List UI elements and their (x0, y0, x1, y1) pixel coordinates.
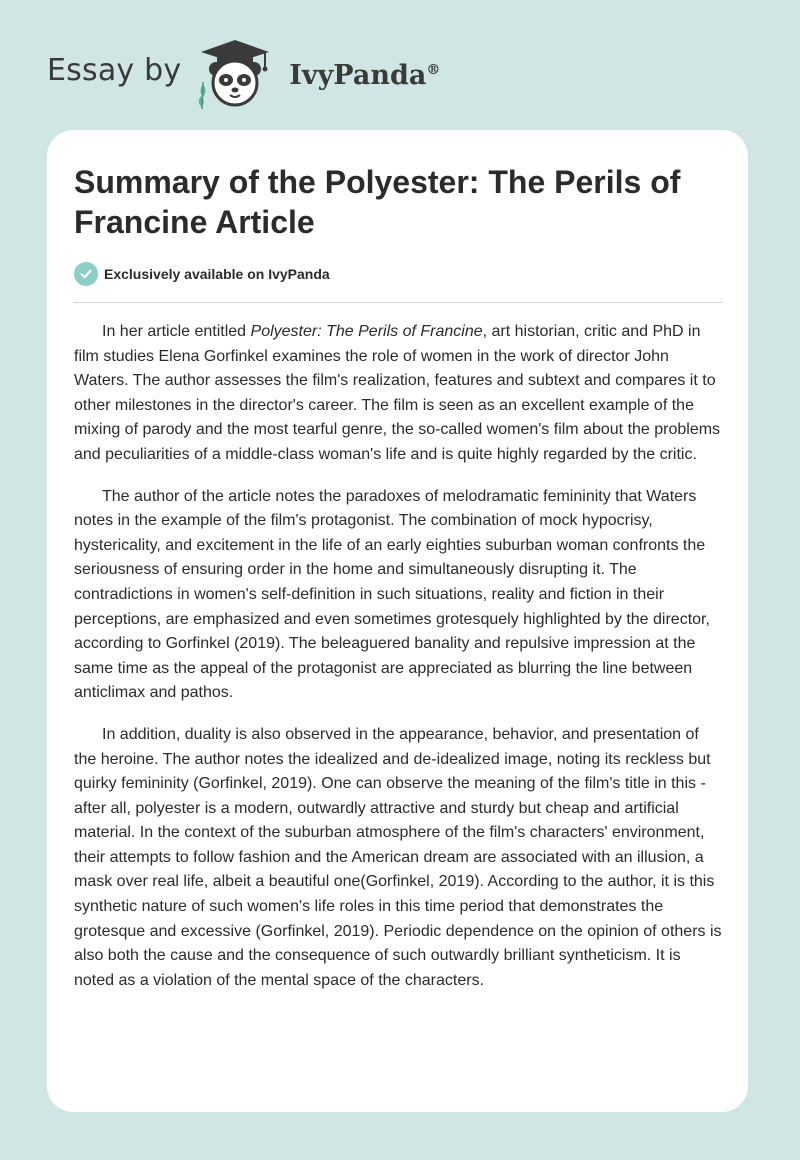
paragraph-2: The author of the article notes the paradoxes of melodramatic femininity that Waters notes in the example of the film's protagonist. The combination of mock hypocrisy, hystericality, and excitement in the life of an early eighties suburban woman confronts the seriousness of ensuring order in the home and simultaneously disrupting it. The contradictions in women's self-definition in such situations, reality and fiction in their perceptions, are emphasized and even sometimes grotesquely highlighted by the director, according to Gorfinkel (2019). The beleaguered banality and repulsive impression at the same time as the appeal of the protagonist are appreciated as blurring the line between anticlimax and pathos. (74, 487, 710, 702)
article-title: Summary of the Polyester: The Perils of Francine Article (74, 164, 681, 240)
exclusive-badge (74, 262, 330, 286)
brand-name (289, 60, 440, 91)
paragraph-3: In addition, duality is also observed in the appearance, behavior, and presentation of the heroine. The author notes the idealized and de-idealized image, noting its reckless but quirky femininity (Gorfinkel, 2019). One can observe the meaning of the film's title in this - after all, polyester is a modern, outwardly attractive and sturdy but cheap and artificial material. In the context of the suburban atmosphere of the film's characters' environment, their attempts to follow fashion and the American dream are associated with an illusion, a mask over real life, albeit a beautiful one(Gorfinkel, 2019). According to the author, it is this synthetic nature of such women's life roles in this time period that demonstrates the grotesque and excessive (Gorfinkel, 2019). Periodic dependence on the opinion of others is also both the cause and the consequence of such outwardly brilliant syntheticism. It is noted as a violation of the mental space of the characters. (74, 725, 722, 989)
registered-mark: ® (426, 61, 441, 78)
article-card (47, 130, 748, 1112)
paragraph-1 (74, 320, 724, 468)
brand-prefix: Essay by (47, 52, 182, 88)
paragraph-1-rest: , art historian, critic and PhD in film studies Elena Gorfinkel examines the role of women in the work of director John Waters. The author assesses the film's realization, features and subtext and compares it to other milestones in the director's career. The film is seen as an excellent example of the mixing of parody and the most tearful genre, the so-called women's film about the problems and peculiarities of a middle-class woman's life and is quite highly regarded by the critic. (74, 323, 721, 463)
brand-name-text: IvyPanda (289, 59, 427, 91)
brand-header[interactable] (47, 36, 440, 110)
exclusive-label: Exclusively available on IvyPanda (104, 266, 330, 282)
paragraph-1-intro: In her article entitled (102, 323, 251, 340)
divider (74, 302, 723, 303)
work-title: Polyester: The Perils of Francine (250, 323, 483, 340)
panda-logo-icon (195, 36, 283, 110)
check-circle-icon (74, 262, 98, 286)
article-body (74, 320, 724, 1010)
